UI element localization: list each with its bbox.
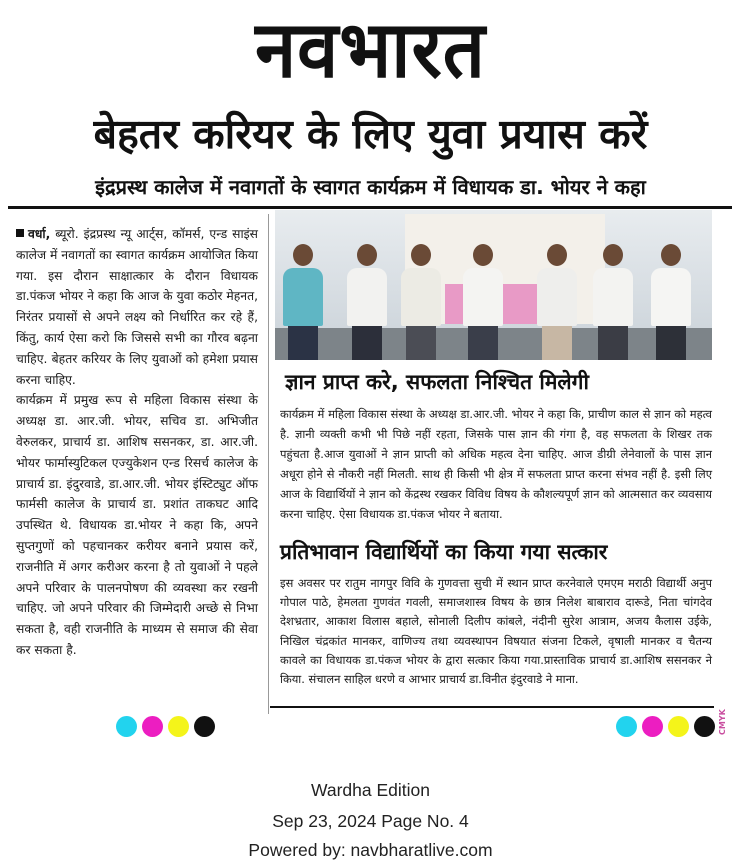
top-divider (8, 206, 732, 209)
headline: बेहतर करियर के लिए युवा प्रयास करें (93, 110, 648, 158)
left-paragraph-2: कार्यक्रम में प्रमुख रूप से महिला विकास संस्था के अध्यक्ष डा. आर.जी. भोयर, सचिव डा. अभिजीत वेरुलकर, प्राचार्य डा. आशिष ससनकर, डा. आर.जी. भोयर फार्मास्युटिकल एज्युकेशन एन्ड रिसर्च कालेज के प्राचार्य डा. इंदुरवाडे, डा.आर.जी. भोयर इंस्टिट्युट ऑफ फार्मसी कालेज के प्राचार्य डा. प्रशांत ताकघट आदि उपस्थित थे. विधायक डा.भोयर ने कहा कि, अपने सुप्तगुणों को पहचानकर करीयर बनाने प्रयास करें, राजनीति में अगर करीअर करना है तो युवाओं ने पहले अपने परिवार के पालनपोषण की व्यवस्था कर रखनी चाहिए. जो अपने परिवार की जिम्मेदारी अच्छे से निभा सकता है, वही राजनीति के माध्यम से समाज की सेवा कर सकता है. (16, 393, 258, 657)
cyan-dot (116, 716, 137, 737)
left-paragraph-1 (16, 224, 258, 390)
section2-title: प्रतिभावान विद्यार्थियों का किया गया सत्कार (280, 540, 608, 564)
photo-person (537, 244, 577, 360)
section1-body (280, 404, 712, 524)
photo-person (463, 244, 503, 360)
registration-dots-right (616, 716, 715, 737)
black-dot (194, 716, 215, 737)
yellow-dot (168, 716, 189, 737)
photo-person (651, 244, 691, 360)
yellow-dot (668, 716, 689, 737)
dateline: वर्धा, (28, 227, 51, 241)
photo-person (593, 244, 633, 360)
footer-date-page: Sep 23, 2024 Page No. 4 (272, 811, 469, 831)
footer-edition: Wardha Edition (311, 780, 430, 800)
section2-text: इस अवसर पर रातुम नागपुर विवि के गुणवत्ता सुची में स्थान प्राप्त करनेवाले एमएम मराठी विद्यार्थी अनुप गोपाल पाठे, हेमलता गुणवंत गवली, समाजशास्त्र विषय के छात्र निलेश बाबाराव दारूडे, निता चांगदेव देशभ्रतार, आकाश विलास बहाले, सोनाली दिलीप कांबले, नंदीनी सुरेश आत्राम, अजय कैलास उईके, निखिल चंद्रकांत मानकर, वाणिज्य तथा व्यवस्थापन विषयात संजना टिकले, वृषाली मानकर व चैतन्य कावले का विधायक डा.पंकज भोयर के द्वारा सत्कार किया गया.प्रास्ताविक प्राचार्य डा.आशिष ससनकर ने किया. संचालन साहिल धरणे व आभार प्राचार्य डा.विनीत इंदुरवाडे ने माना. (280, 576, 712, 687)
cmyk-label: CMYK (718, 709, 727, 735)
bottom-divider (270, 706, 714, 708)
left-column-article (16, 224, 258, 661)
photo-person (283, 244, 323, 360)
subheadline: इंद्रप्रस्थ कालेज में नवागतों के स्वागत कार्यक्रम में विधायक डा. भोयर ने कहा (95, 175, 646, 199)
masthead: नवभारत (255, 4, 486, 96)
column-rule (268, 214, 269, 714)
section2-body (280, 574, 712, 689)
cyan-dot (616, 716, 637, 737)
magenta-dot (642, 716, 663, 737)
footer-powered-by: Powered by: navbharatlive.com (248, 840, 493, 860)
event-photo (275, 210, 712, 360)
left-paragraph-1-text: ब्यूरो. इंद्रप्रस्थ न्यू आर्ट्स, कॉमर्स, एन्ड साइंस कालेज में नवागतों का स्वागत कार्यक्रम आयोजित किया गया. इस दौरान साक्षात्कार के दौरान विधायक डा.पंकज भोयर ने कहा कि आज के युवा कठोर मेहनत, निरंतर प्रयासों से अपने लक्ष्य को निर्धारित कर रहे हैं, किंतु, कार्य ऐसा करो कि जिससे सभी का गौरव बढ़ना चाहिए. बेहतर करियर के लिए युवाओं को हमेशा प्रयास करना चाहिए. (16, 227, 258, 387)
photo-person (401, 244, 441, 360)
registration-dots-left (116, 716, 215, 737)
section1-text: कार्यक्रम में महिला विकास संस्था के अध्यक्ष डा.आर.जी. भोयर ने कहा कि, प्राचीण काल से ज्ञान को महत्व है. ज्ञानी व्यक्ती कभी भी पिछे नहीं रहता, जिसके पास ज्ञान की गंगा है, वह सफलता के शिखर तक पहुंचता है.आज युवाओं ने ज्ञान प्राप्ती को अधिक महत्व देना चाहिए. आज डीग्री लेनेवालों के पास ज्ञान अधूरा होने से नौकरी नहीं मिलती. साथ ही किसी भी क्षेत्र में सफलता प्राप्त करना संभव नहीं है. इसी लिए आज के विद्यार्थियों ने ज्ञान को केंद्रस्थ रखकर विविध विषय के कौशल्यपूर्ण ज्ञान को आत्मसात कर व्यवसाय करना चाहिए. ऐसा विधायक डा.पंकज भोयर ने बताया. (280, 407, 712, 521)
photo-person (347, 244, 387, 360)
black-dot (694, 716, 715, 737)
section1-title: ज्ञान प्राप्त करे, सफलता निश्चित मिलेगी (285, 370, 589, 394)
bullet-square-icon (16, 229, 24, 237)
magenta-dot (142, 716, 163, 737)
